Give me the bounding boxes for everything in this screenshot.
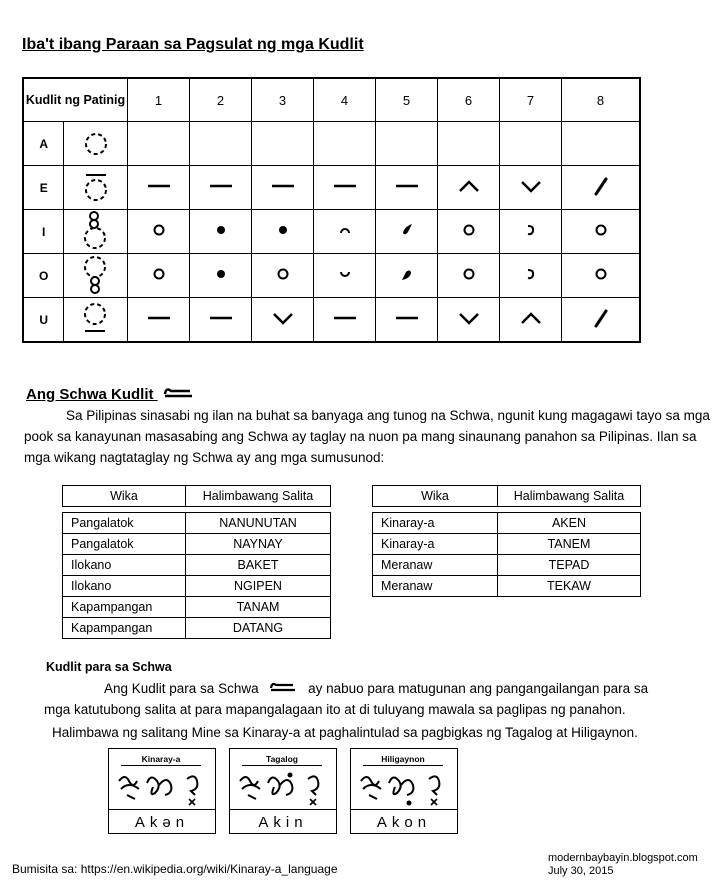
- baybayin-word-image: [357, 769, 451, 807]
- kudlit-paragraph: Ang Kudlit para sa Schwa ay nabuo para matugunan ang pangangailangan para sa mga katutubong salita at para mapangalagaan ito at di tuluyang mawala sa paglipas ng panahon.: [44, 681, 649, 717]
- kudlit-mark-slash: [587, 174, 615, 198]
- kudlit-mark-dash: [393, 306, 421, 330]
- kudlit-mark-caret-up: [455, 174, 483, 198]
- kudlit-mark-ring: [455, 218, 483, 242]
- vowel-label: U: [23, 298, 64, 343]
- schwa-heading: Ang Schwa Kudlit: [26, 385, 196, 403]
- kudlit-mark-caret-down: [455, 306, 483, 330]
- kudlit-mark-hook: [517, 262, 545, 286]
- kudlit-mark-dash: [331, 306, 359, 330]
- mark-cell: [252, 210, 314, 254]
- kudlit-mark-ring: [269, 262, 297, 286]
- header-kudlit-label: Kudlit ng Patinig: [23, 78, 128, 122]
- table-row: [63, 597, 331, 618]
- column-header: 6: [438, 78, 500, 122]
- example-romanized: Akən: [109, 809, 215, 831]
- kudlit-mark-dash: [207, 306, 235, 330]
- site-date: July 30, 2015: [548, 865, 614, 877]
- example-romanized: Akon: [351, 809, 457, 831]
- table-row: [23, 298, 640, 343]
- lang-cell: Ilokano: [63, 555, 186, 576]
- table-row: [63, 555, 331, 576]
- mark-cell: [438, 254, 500, 298]
- mark-cell: [500, 166, 562, 210]
- kudlit-mark-dash: [393, 174, 421, 198]
- kudlit-mark-dash: [207, 174, 235, 198]
- table-row: [373, 513, 641, 534]
- vowel-label: A: [23, 122, 64, 166]
- mark-cell: [128, 210, 190, 254]
- table-row: [373, 534, 641, 555]
- word-cell: AKEN: [498, 513, 641, 534]
- table-row: [23, 210, 640, 254]
- kudlit-mark-dash: [331, 174, 359, 198]
- kudlit-mark-dot: [269, 218, 297, 242]
- schwa-kudlit-icon: [268, 680, 298, 694]
- mark-cell: [252, 298, 314, 343]
- column-header: Wika: [63, 486, 186, 507]
- vowel-glyph: [64, 254, 128, 298]
- kudlit-mark-drop-up: [393, 218, 421, 242]
- kudlit-mark-ring: [587, 218, 615, 242]
- table-row: [23, 122, 640, 166]
- mark-cell: [562, 298, 641, 343]
- table-row: [63, 513, 331, 534]
- lang-cell: Pangalatok: [63, 534, 186, 555]
- table-header-row: [63, 486, 331, 507]
- mark-cell: [438, 298, 500, 343]
- mark-cell: [500, 254, 562, 298]
- table-row: [23, 166, 640, 210]
- mark-cell: [562, 210, 641, 254]
- kudlit-mark-dash: [145, 174, 173, 198]
- column-header: 4: [314, 78, 376, 122]
- baybayin-word-image: [236, 769, 330, 807]
- kudlit-mark-arc-top: [331, 218, 359, 242]
- mark-cell: [500, 122, 562, 166]
- table-row: [63, 534, 331, 555]
- word-cell: TANEM: [498, 534, 641, 555]
- mark-cell: [314, 122, 376, 166]
- mark-cell: [314, 210, 376, 254]
- kudlit-table: [22, 77, 641, 343]
- kudlit-mark-arc-bottom: [331, 262, 359, 286]
- lang-cell: Kapampangan: [63, 597, 186, 618]
- vowel-glyph: [64, 122, 128, 166]
- mark-cell: [128, 166, 190, 210]
- mark-cell: [376, 166, 438, 210]
- kudlit-mark-dot: [207, 218, 235, 242]
- mark-cell: [314, 166, 376, 210]
- word-cell: BAKET: [186, 555, 331, 576]
- kudlit-mark-caret-down: [517, 174, 545, 198]
- table-row: [373, 555, 641, 576]
- kudlit-mark-dash: [269, 174, 297, 198]
- kudlit-mark-drop-down: [393, 262, 421, 286]
- mark-cell: [314, 254, 376, 298]
- vowel-glyph: [64, 166, 128, 210]
- table-row: [63, 576, 331, 597]
- example-card: [350, 748, 458, 834]
- vowel-label: I: [23, 210, 64, 254]
- page-title: Iba't ibang Paraan sa Pagsulat ng mga Kudlit: [22, 36, 364, 53]
- kudlit-heading: Kudlit para sa Schwa: [46, 660, 172, 674]
- mark-cell: [500, 210, 562, 254]
- example-language: Kinaray-a: [121, 753, 201, 766]
- schwa-kudlit-icon: [162, 385, 196, 401]
- vowel-label: E: [23, 166, 64, 210]
- column-header: 3: [252, 78, 314, 122]
- mark-cell: [252, 166, 314, 210]
- mark-cell: [252, 122, 314, 166]
- word-cell: NAYNAY: [186, 534, 331, 555]
- column-header: Wika: [373, 486, 498, 507]
- kudlit-mark-ring: [145, 218, 173, 242]
- vowel-label: O: [23, 254, 64, 298]
- mark-cell: [128, 298, 190, 343]
- example-card: [229, 748, 337, 834]
- lang-cell: Meranaw: [373, 576, 498, 597]
- column-header: Halimbawang Salita: [498, 486, 641, 507]
- mark-cell: [562, 254, 641, 298]
- column-header: 7: [500, 78, 562, 122]
- word-cell: NGIPEN: [186, 576, 331, 597]
- mark-cell: [376, 210, 438, 254]
- mark-cell: [190, 298, 252, 343]
- kudlit-mark-slash: [587, 306, 615, 330]
- mark-cell: [376, 122, 438, 166]
- table-header-row: [373, 486, 641, 507]
- mark-cell: [128, 254, 190, 298]
- vowel-glyph: [64, 210, 128, 254]
- mark-cell: [252, 254, 314, 298]
- kudlit-mark-ring: [145, 262, 173, 286]
- lang-cell: Kinaray-a: [373, 513, 498, 534]
- schwa-paragraph: Sa Pilipinas sinasabi ng ilan na buhat sa banyaga ang tunog na Schwa, ngunit kung magagawi tayo sa mga pook sa kanayunan masasabing ang Schwa ay taglay na nuon pa mang sinaunang panahon sa Pilipinas. Ilan sa mga wikang nagtataglay ng Schwa ay ang mga sumusunod:: [24, 408, 710, 465]
- example-romanized: Akin: [230, 809, 336, 831]
- example-card: [108, 748, 216, 834]
- word-cell: TEKAW: [498, 576, 641, 597]
- word-cell: TEPAD: [498, 555, 641, 576]
- mark-cell: [190, 210, 252, 254]
- mark-cell: [314, 298, 376, 343]
- column-header: 8: [562, 78, 641, 122]
- lang-cell: Kapampangan: [63, 618, 186, 639]
- mark-cell: [376, 254, 438, 298]
- column-header: 1: [128, 78, 190, 122]
- table-row: [63, 618, 331, 639]
- mark-cell: [562, 166, 641, 210]
- column-header: Halimbawang Salita: [186, 486, 331, 507]
- mark-cell: [438, 210, 500, 254]
- kudlit-mark-ring: [455, 262, 483, 286]
- kudlit-mark-ring: [587, 262, 615, 286]
- kudlit-mark-dot: [207, 262, 235, 286]
- table-row: [373, 576, 641, 597]
- lang-cell: Kinaray-a: [373, 534, 498, 555]
- kudlit-mark-hook: [517, 218, 545, 242]
- mark-cell: [376, 298, 438, 343]
- word-cell: DATANG: [186, 618, 331, 639]
- reference-link[interactable]: Bumisita sa: https://en.wikipedia.org/wiki/Kinaray-a_language: [12, 862, 338, 876]
- example-language: Hiligaynon: [363, 753, 443, 766]
- kudlit-mark-dash: [145, 306, 173, 330]
- lang-cell: Pangalatok: [63, 513, 186, 534]
- column-header: 5: [376, 78, 438, 122]
- word-cell: TANAM: [186, 597, 331, 618]
- site-credit: [548, 852, 698, 878]
- lang-cell: Meranaw: [373, 555, 498, 576]
- baybayin-word-image: [115, 769, 209, 807]
- word-cell: NANUNUTAN: [186, 513, 331, 534]
- right-schwa-table: [372, 485, 641, 597]
- column-header: 2: [190, 78, 252, 122]
- mark-cell: [438, 166, 500, 210]
- example-line: Halimbawa ng salitang Mine sa Kinaray-a at paghalintulad sa pagbigkas ng Tagalog at Hiligaynon.: [52, 725, 638, 740]
- site-name: modernbaybayin.blogspot.com: [548, 852, 698, 864]
- kudlit-mark-caret-up: [517, 306, 545, 330]
- mark-cell: [190, 122, 252, 166]
- table-header-row: [23, 78, 640, 122]
- example-language: Tagalog: [242, 753, 322, 766]
- mark-cell: [562, 122, 641, 166]
- vowel-glyph: [64, 298, 128, 343]
- mark-cell: [128, 122, 190, 166]
- mark-cell: [500, 298, 562, 343]
- lang-cell: Ilokano: [63, 576, 186, 597]
- mark-cell: [438, 122, 500, 166]
- left-schwa-table: [62, 485, 331, 639]
- table-row: [23, 254, 640, 298]
- mark-cell: [190, 254, 252, 298]
- mark-cell: [190, 166, 252, 210]
- kudlit-mark-caret-down: [269, 306, 297, 330]
